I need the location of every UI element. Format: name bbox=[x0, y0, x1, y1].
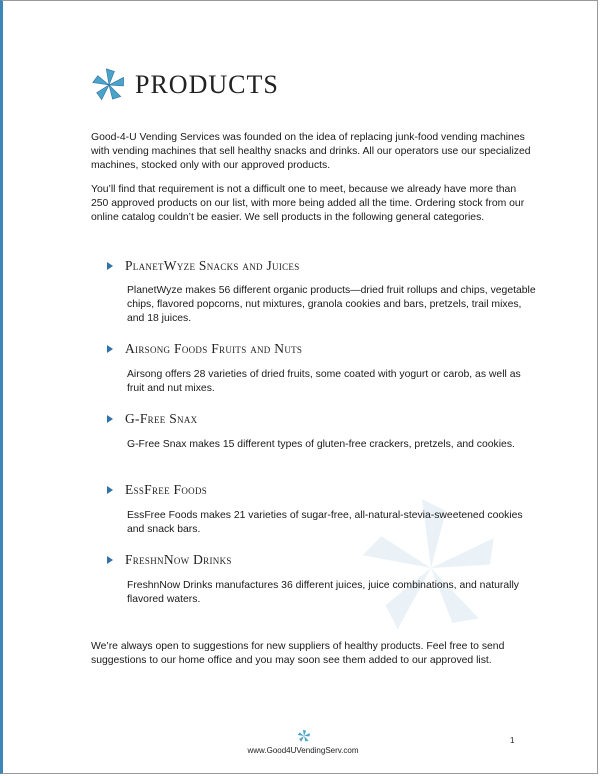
page-header bbox=[91, 67, 279, 103]
section-heading bbox=[107, 341, 302, 357]
pinwheel-icon bbox=[297, 729, 311, 743]
arrow-bullet-icon bbox=[107, 486, 113, 494]
arrow-bullet-icon bbox=[107, 415, 113, 423]
intro-paragraph-1: Good-4-U Vending Services was founded on the idea of replacing junk-food vending machines with vending machines that sell healthy snacks and drinks. All our operators use our specialized machines, stocked only with our approved products. bbox=[91, 132, 531, 172]
arrow-bullet-icon bbox=[107, 345, 113, 353]
closing-paragraph: We’re always open to suggestions for new suppliers of healthy products. Feel free to send suggestions to our home office and you may soon see them added to our approved list. bbox=[91, 641, 505, 667]
section-heading bbox=[107, 411, 197, 427]
page-title: PRODUCTS bbox=[135, 70, 279, 99]
section-title: FreshnNow Drinks bbox=[125, 552, 232, 567]
section-text: EssFree Foods makes 21 varieties of sugar-free, all-natural-stevia-sweetened cookies and snack bars. bbox=[127, 510, 523, 536]
section-text: FreshnNow Drinks manufactures 36 different juices, juice combinations, and naturally flavored waters. bbox=[127, 580, 519, 606]
section-text: Airsong offers 28 varieties of dried fruits, some coated with yogurt or carob, as well as fruit and nut mixes. bbox=[127, 369, 521, 395]
footer-url: www.Good4UVendingServ.com bbox=[247, 746, 359, 755]
section-title: Airsong Foods Fruits and Nuts bbox=[125, 341, 303, 356]
intro-paragraph-2: You’ll find that requirement is not a difficult one to meet, because we already have more than 250 approved products on our list, with more being added all the time. Ordering stock from our online catalog couldn’t be easier. We sell products in the following general categories. bbox=[91, 184, 525, 224]
page-number: 1 bbox=[510, 736, 515, 745]
section-heading bbox=[107, 552, 232, 568]
pinwheel-icon bbox=[91, 67, 127, 103]
arrow-bullet-icon bbox=[107, 262, 113, 270]
section-text: G-Free Snax makes 15 different types of gluten-free crackers, pretzels, and cookies. bbox=[127, 439, 515, 450]
section-heading bbox=[107, 258, 300, 274]
section-title: G-Free Snax bbox=[125, 411, 198, 426]
section-heading bbox=[107, 482, 207, 498]
arrow-bullet-icon bbox=[107, 556, 113, 564]
section-text: PlanetWyze makes 56 different organic products—dried fruit rollups and chips, vegetable chips, flavored popcorns, nut mixtures, granola cookies and bars, pretzels, trail mixes, and 18 juices. bbox=[127, 285, 536, 325]
section-title: PlanetWyze Snacks and Juices bbox=[125, 258, 300, 273]
section-title: EssFree Foods bbox=[125, 482, 208, 497]
